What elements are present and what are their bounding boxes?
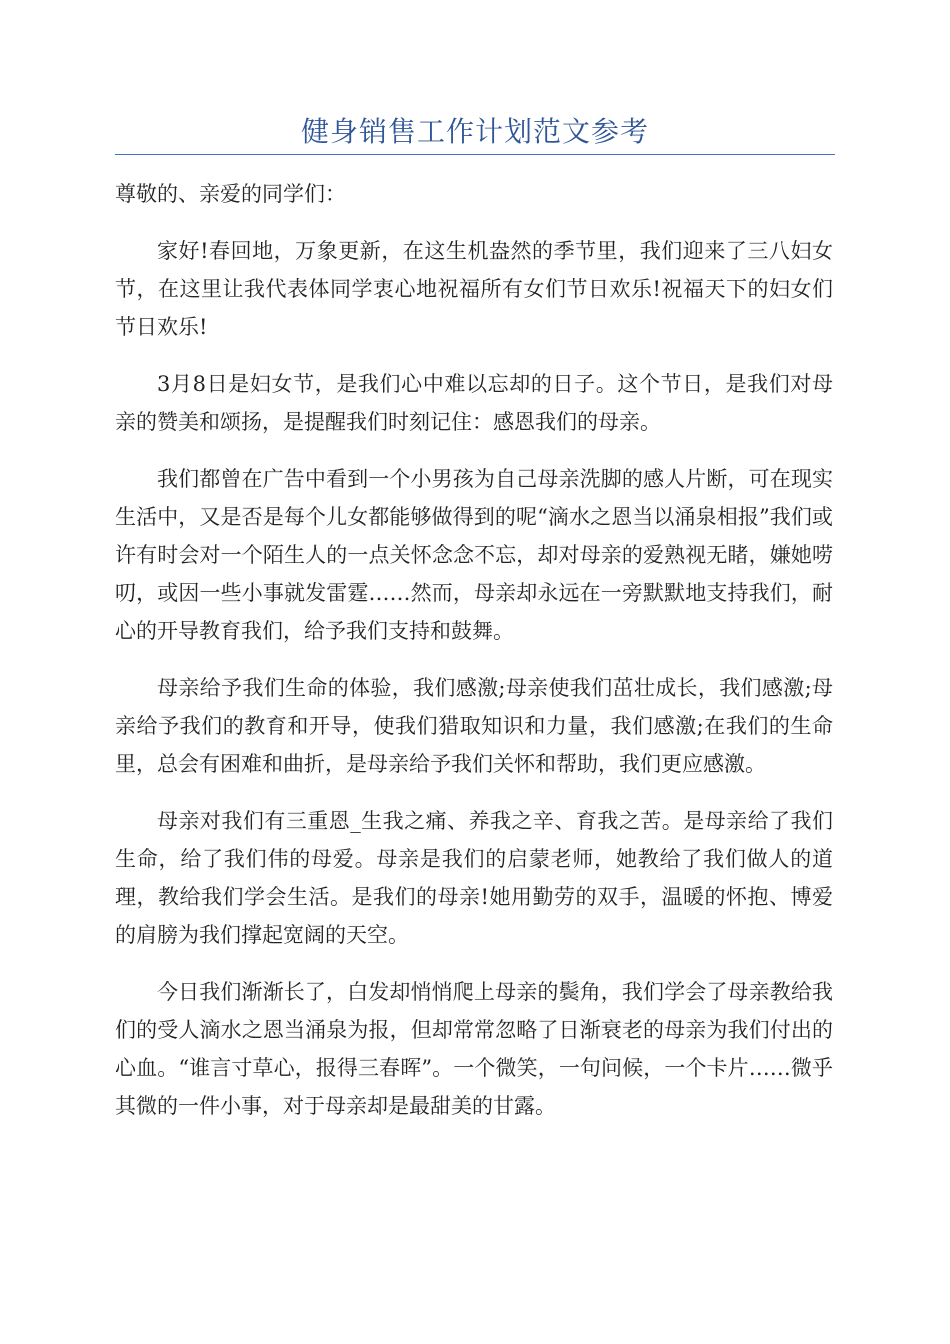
paragraph-4: 母亲给予我们生命的体验，我们感激;母亲使我们茁壮成长，我们感激;母亲给予我们的教育和开导，使我们猎取知识和力量，我们感激;在我们的生命里，总会有困难和曲折，是母亲给予我们关怀和帮助，我们更应感激。 [115,676,833,776]
paragraph-2: 3月8日是妇女节，是我们心中难以忘却的日子。这个节日，是我们对母亲的赞美和颂扬，是提醒我们时刻记住：感恩我们的母亲。 [115,372,833,434]
document-body [115,175,833,1144]
paragraph-3: 我们都曾在广告中看到一个小男孩为自己母亲洗脚的感人片断，可在现实生活中，又是否是每个儿女都能够做得到的呢“滴水之恩当以涌泉相报”我们或许有时会对一个陌生人的一点关怀念念不忘，却对母亲的爱熟视无睹，嫌她唠叨，或因一些小事就发雷霆……然而，母亲却永远在一旁默默地支持我们，耐心的开导教育我们，给予我们支持和鼓舞。 [115,467,833,643]
paragraph-5: 母亲对我们有三重恩_生我之痛、养我之辛、育我之苦。是母亲给了我们生命，给了我们伟的母爱。母亲是我们的启蒙老师，她教给了我们做人的道理，教给我们学会生活。是我们的母亲!她用勤劳的双手，温暖的怀抱、博爱的肩膀为我们撑起宽阔的天空。 [115,809,833,947]
document-title: 健身销售工作计划范文参考 [300,115,649,148]
paragraph-1: 家好!春回地，万象更新，在这生机盎然的季节里，我们迎来了三八妇女节，在这里让我代表体同学衷心地祝福所有女们节日欢乐!祝福天下的妇女们节日欢乐! [115,239,833,339]
paragraph-6: 今日我们渐渐长了，白发却悄悄爬上母亲的鬓角，我们学会了母亲教给我们的受人滴水之恩当涌泉为报，但却常常忽略了日渐衰老的母亲为我们付出的心血。“谁言寸草心，报得三春晖”。一个微笑，一句问候，一个卡片……微乎其微的一件小事，对于母亲却是最甜美的甘露。 [115,980,833,1118]
greeting: 尊敬的、亲爱的同学们： [115,182,346,206]
title-underline [115,154,835,155]
